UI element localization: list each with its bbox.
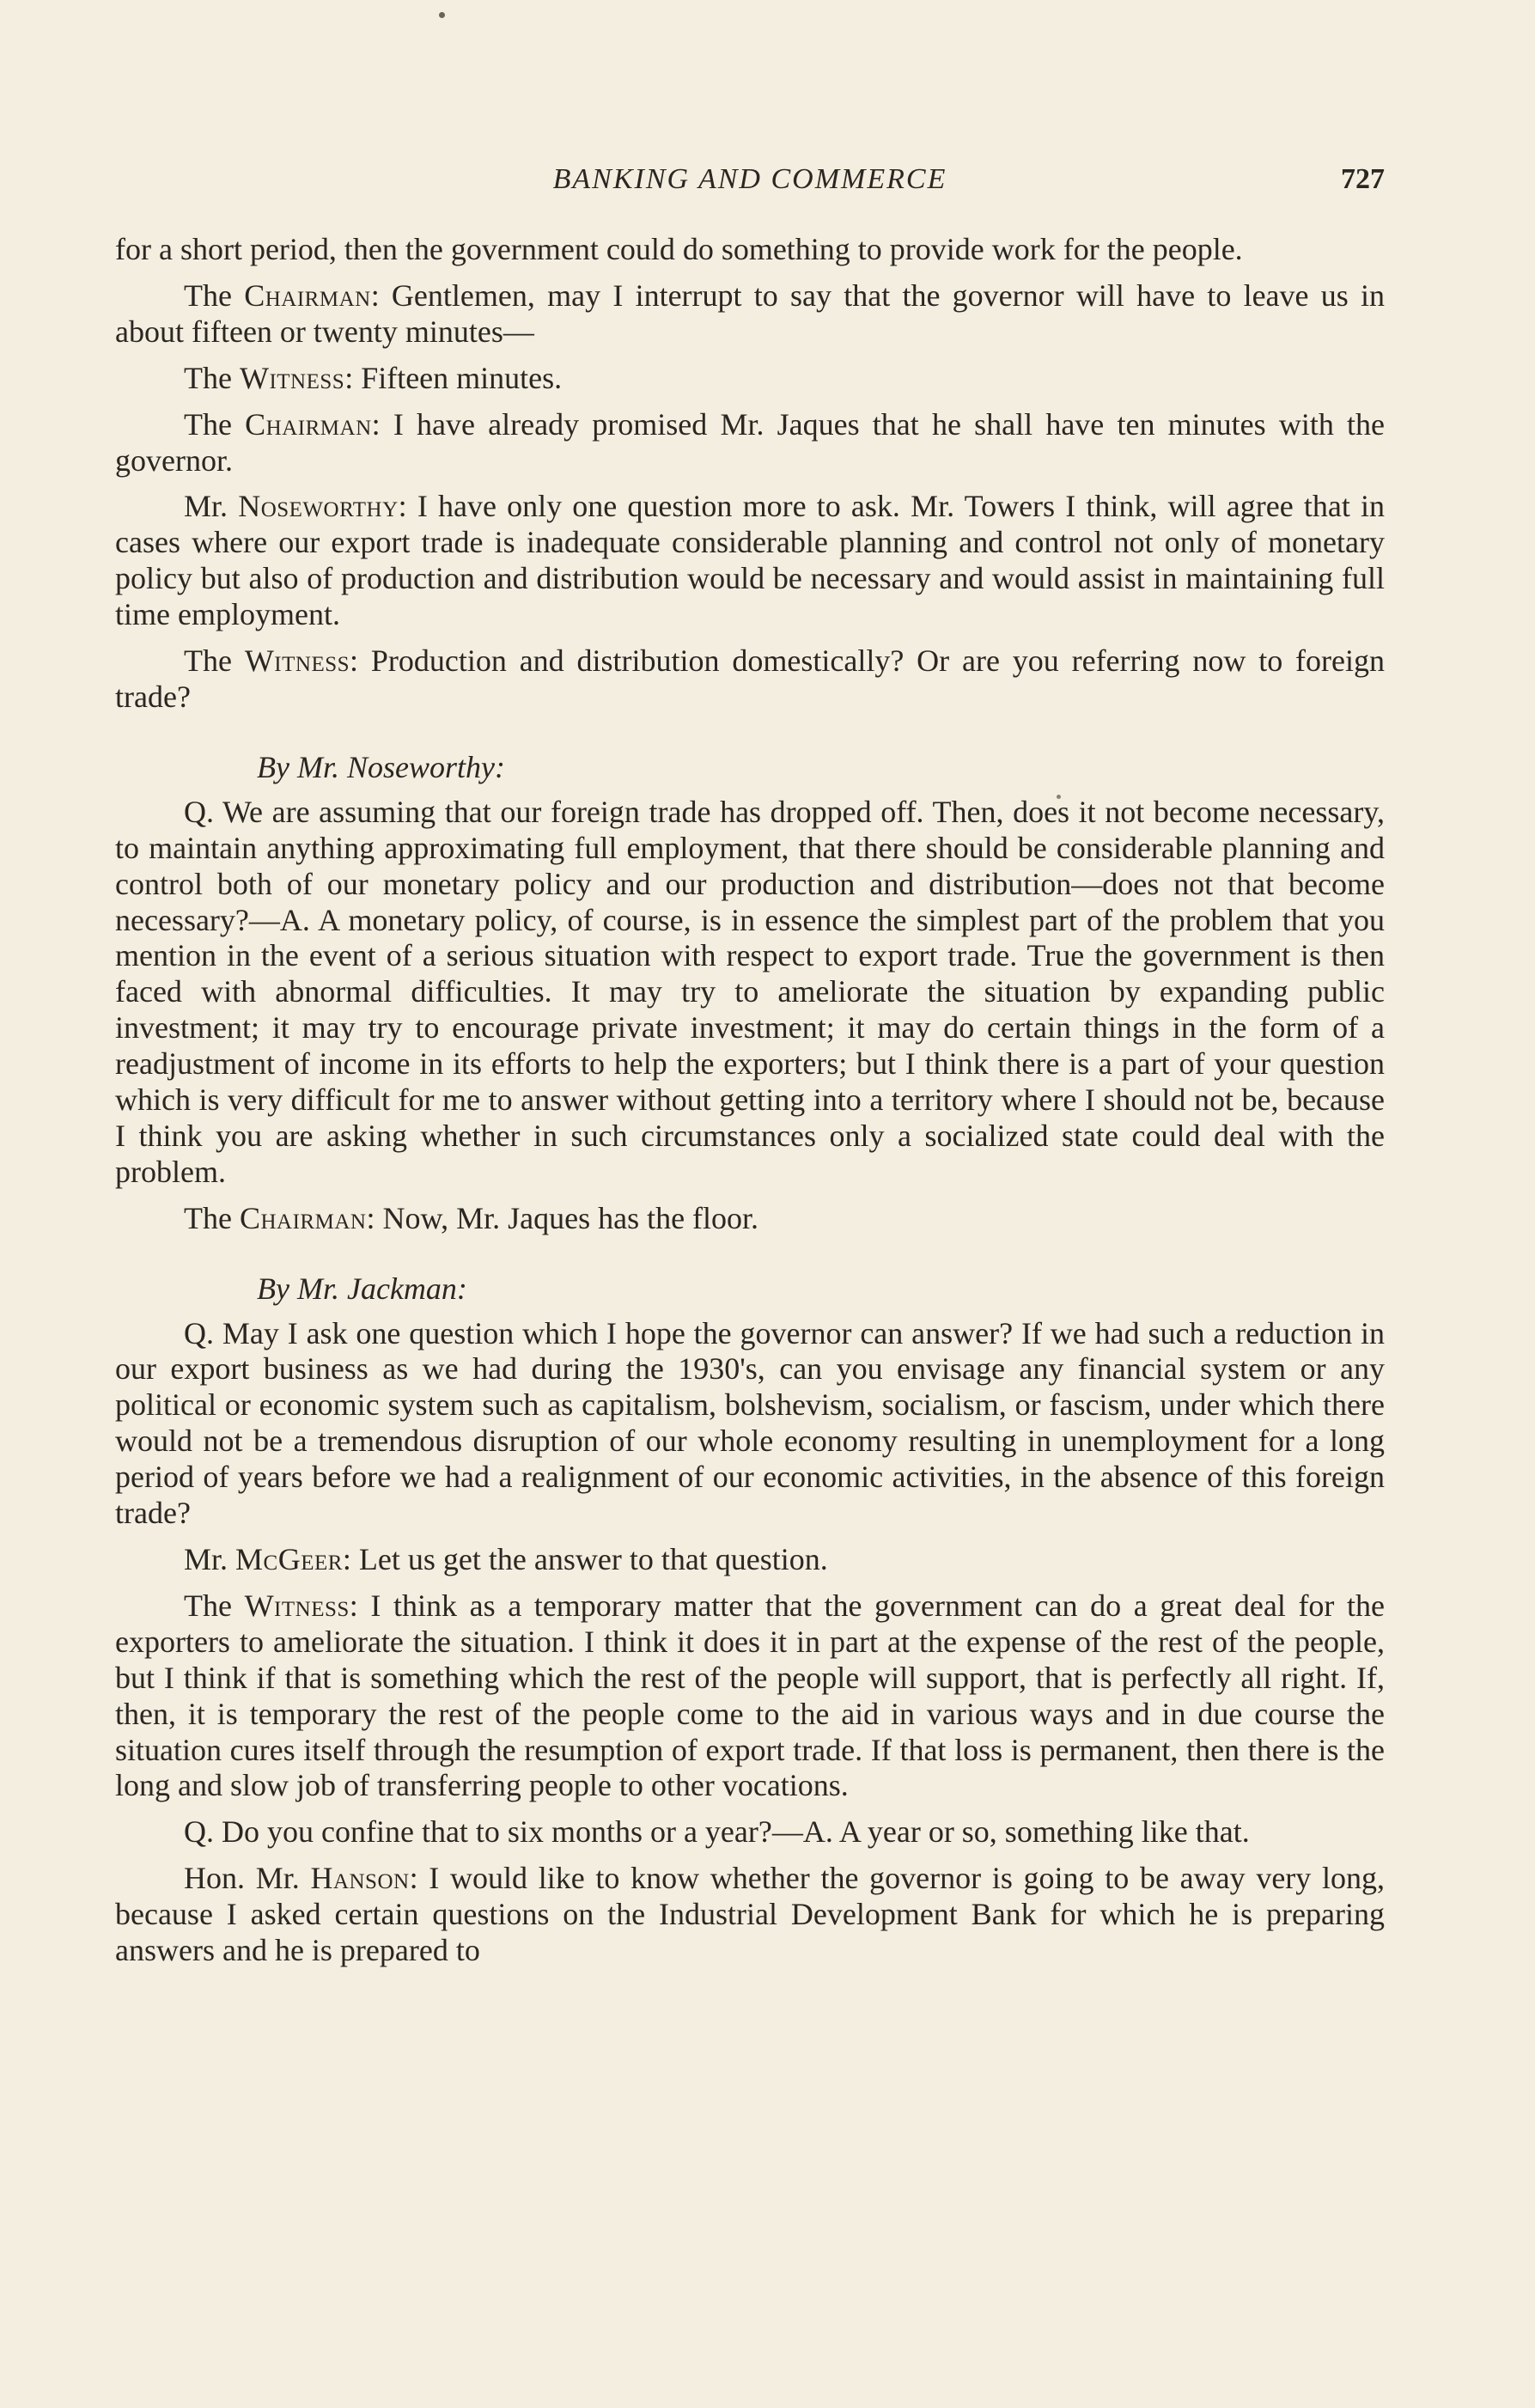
speaker-title: Hon. Mr.: [184, 1861, 300, 1896]
speech-text: : I would like to know whether the governor is going to be away very long, because I asked certain questions on the Industrial Development Bank for which he is preparing answers and he is prepared to: [115, 1861, 1386, 1968]
speaker-name: McGeer: [235, 1542, 343, 1576]
paragraph-witness-production: [115, 643, 1385, 716]
paragraph-qa-six-months: Q. Do you confine that to six months or a year?—A. A year or so, something like that.: [184, 1814, 1250, 1850]
paragraph-mcgeer: [115, 1542, 1385, 1578]
paragraph-hanson: [115, 1861, 1385, 1969]
speaker-title: Mr.: [184, 489, 228, 524]
paragraph-chairman-interrupt: [115, 278, 1385, 351]
speech-text: : Production and distribution domestically? Or are you referring now to foreign trade?: [115, 643, 1385, 714]
paragraph-noseworthy: [115, 489, 1385, 633]
ink-dot: [439, 12, 445, 18]
paragraph-qa-monetary: Q. We are assuming that our foreign trade has dropped off. Then, does it not become necessary, to maintain anything approximating full employment, that there should be considerable planning and control both of our monetary policy and our production and distribution—does not that become necessary?—A. A monetary policy, of course, is in essence the simplest part of the problem that you mention in the event of a serious situation with respect to export trade. True the government is then faced with abnormal difficulties. It may try to ameliorate the situation by expanding public investment; it may try to encourage private investment; it may do certain things in the form of a readjustment of income in its efforts to help the exporters; but I think there is a part of your question which is very difficult for me to answer without getting into a territory where I should not be, because I think you are asking whether in such circumstances only a socialized state could deal with the problem.: [115, 794, 1385, 1189]
speaker-title: Mr.: [184, 1542, 228, 1576]
paragraph-witness-temporary: [115, 1588, 1385, 1804]
page-body: [115, 232, 1385, 1979]
paragraph-chairman-floor: [115, 1201, 1385, 1237]
speaker-name: Noseworthy: [238, 489, 399, 524]
byline-jackman: By Mr. Jackman:: [257, 1271, 467, 1306]
speaker-title: The: [184, 1588, 232, 1623]
speaker-title: The: [184, 277, 232, 313]
speech-text: : I have only one question more to ask. Mr. Towers I think, will agree that in cases where our export trade is inadequate considerable planning and control not only of monetary policy but also of production and distribution would be necessary and would assist in maintaining full time employment.: [115, 489, 1386, 632]
speaker-title: The: [184, 643, 232, 679]
byline-noseworthy: By Mr. Noseworthy:: [257, 749, 505, 784]
speech-text: : I think as a temporary matter that the government can do a great deal for the exporters to ameliorate the situation. I think it does it in part at the expense of the rest of the people, but I think if that is something which the rest of the people will support, that is perfectly all right. If, then, it is temporary the rest of the people come to the aid in various ways and in due course the situation cures itself through the resumption of export trade. If that loss is permanent, then there is the long and slow job of transferring people to other vocations.: [115, 1588, 1386, 1803]
speaker-name: Witness: [239, 360, 345, 395]
speech-text: : Let us get the answer to that question.: [342, 1542, 828, 1576]
paragraph-witness-fifteen: [115, 361, 1385, 397]
speaker-title: The: [184, 406, 232, 442]
running-title: BANKING AND COMMERCE: [552, 163, 947, 195]
speech-text: : Gentlemen, may I interrupt to say that the governor will have to leave us in about fifteen or twenty minutes—: [115, 277, 1385, 349]
paragraph-continuation: for a short period, then the government could do something to provide work for the people.: [115, 232, 1243, 266]
page-header: [115, 163, 1385, 206]
speaker-name: Hanson: [310, 1861, 410, 1896]
speaker-title: The: [184, 1200, 232, 1235]
paragraph-qa-export: Q. May I ask one question which I hope the governor can answer? If we had such a reduction in our export business as we had during the 1930's, can you envisage any financial system or any political or economic system such as capitalism, bolshevism, socialism, or fascism, under which there would not be a tremendous disruption of our whole economy resulting in unemployment for a long period of years before we had a realignment of our economic activities, in the absence of this foreign trade?: [115, 1315, 1385, 1531]
paragraph-chairman-promised: [115, 407, 1385, 479]
speaker-name: Witness: [244, 1588, 350, 1623]
speaker-name: Chairman: [239, 1200, 367, 1235]
speech-text: : Fifteen minutes.: [344, 360, 563, 395]
speaker-name: Chairman: [245, 406, 372, 442]
speaker-name: Chairman: [244, 277, 371, 313]
speaker-name: Witness: [244, 643, 350, 679]
page-number: 727: [1341, 163, 1385, 195]
speech-text: : Now, Mr. Jaques has the floor.: [366, 1200, 759, 1235]
speaker-title: The: [184, 360, 232, 395]
speech-text: : I have already promised Mr. Jaques that he shall have ten minutes with the governor.: [115, 406, 1386, 478]
